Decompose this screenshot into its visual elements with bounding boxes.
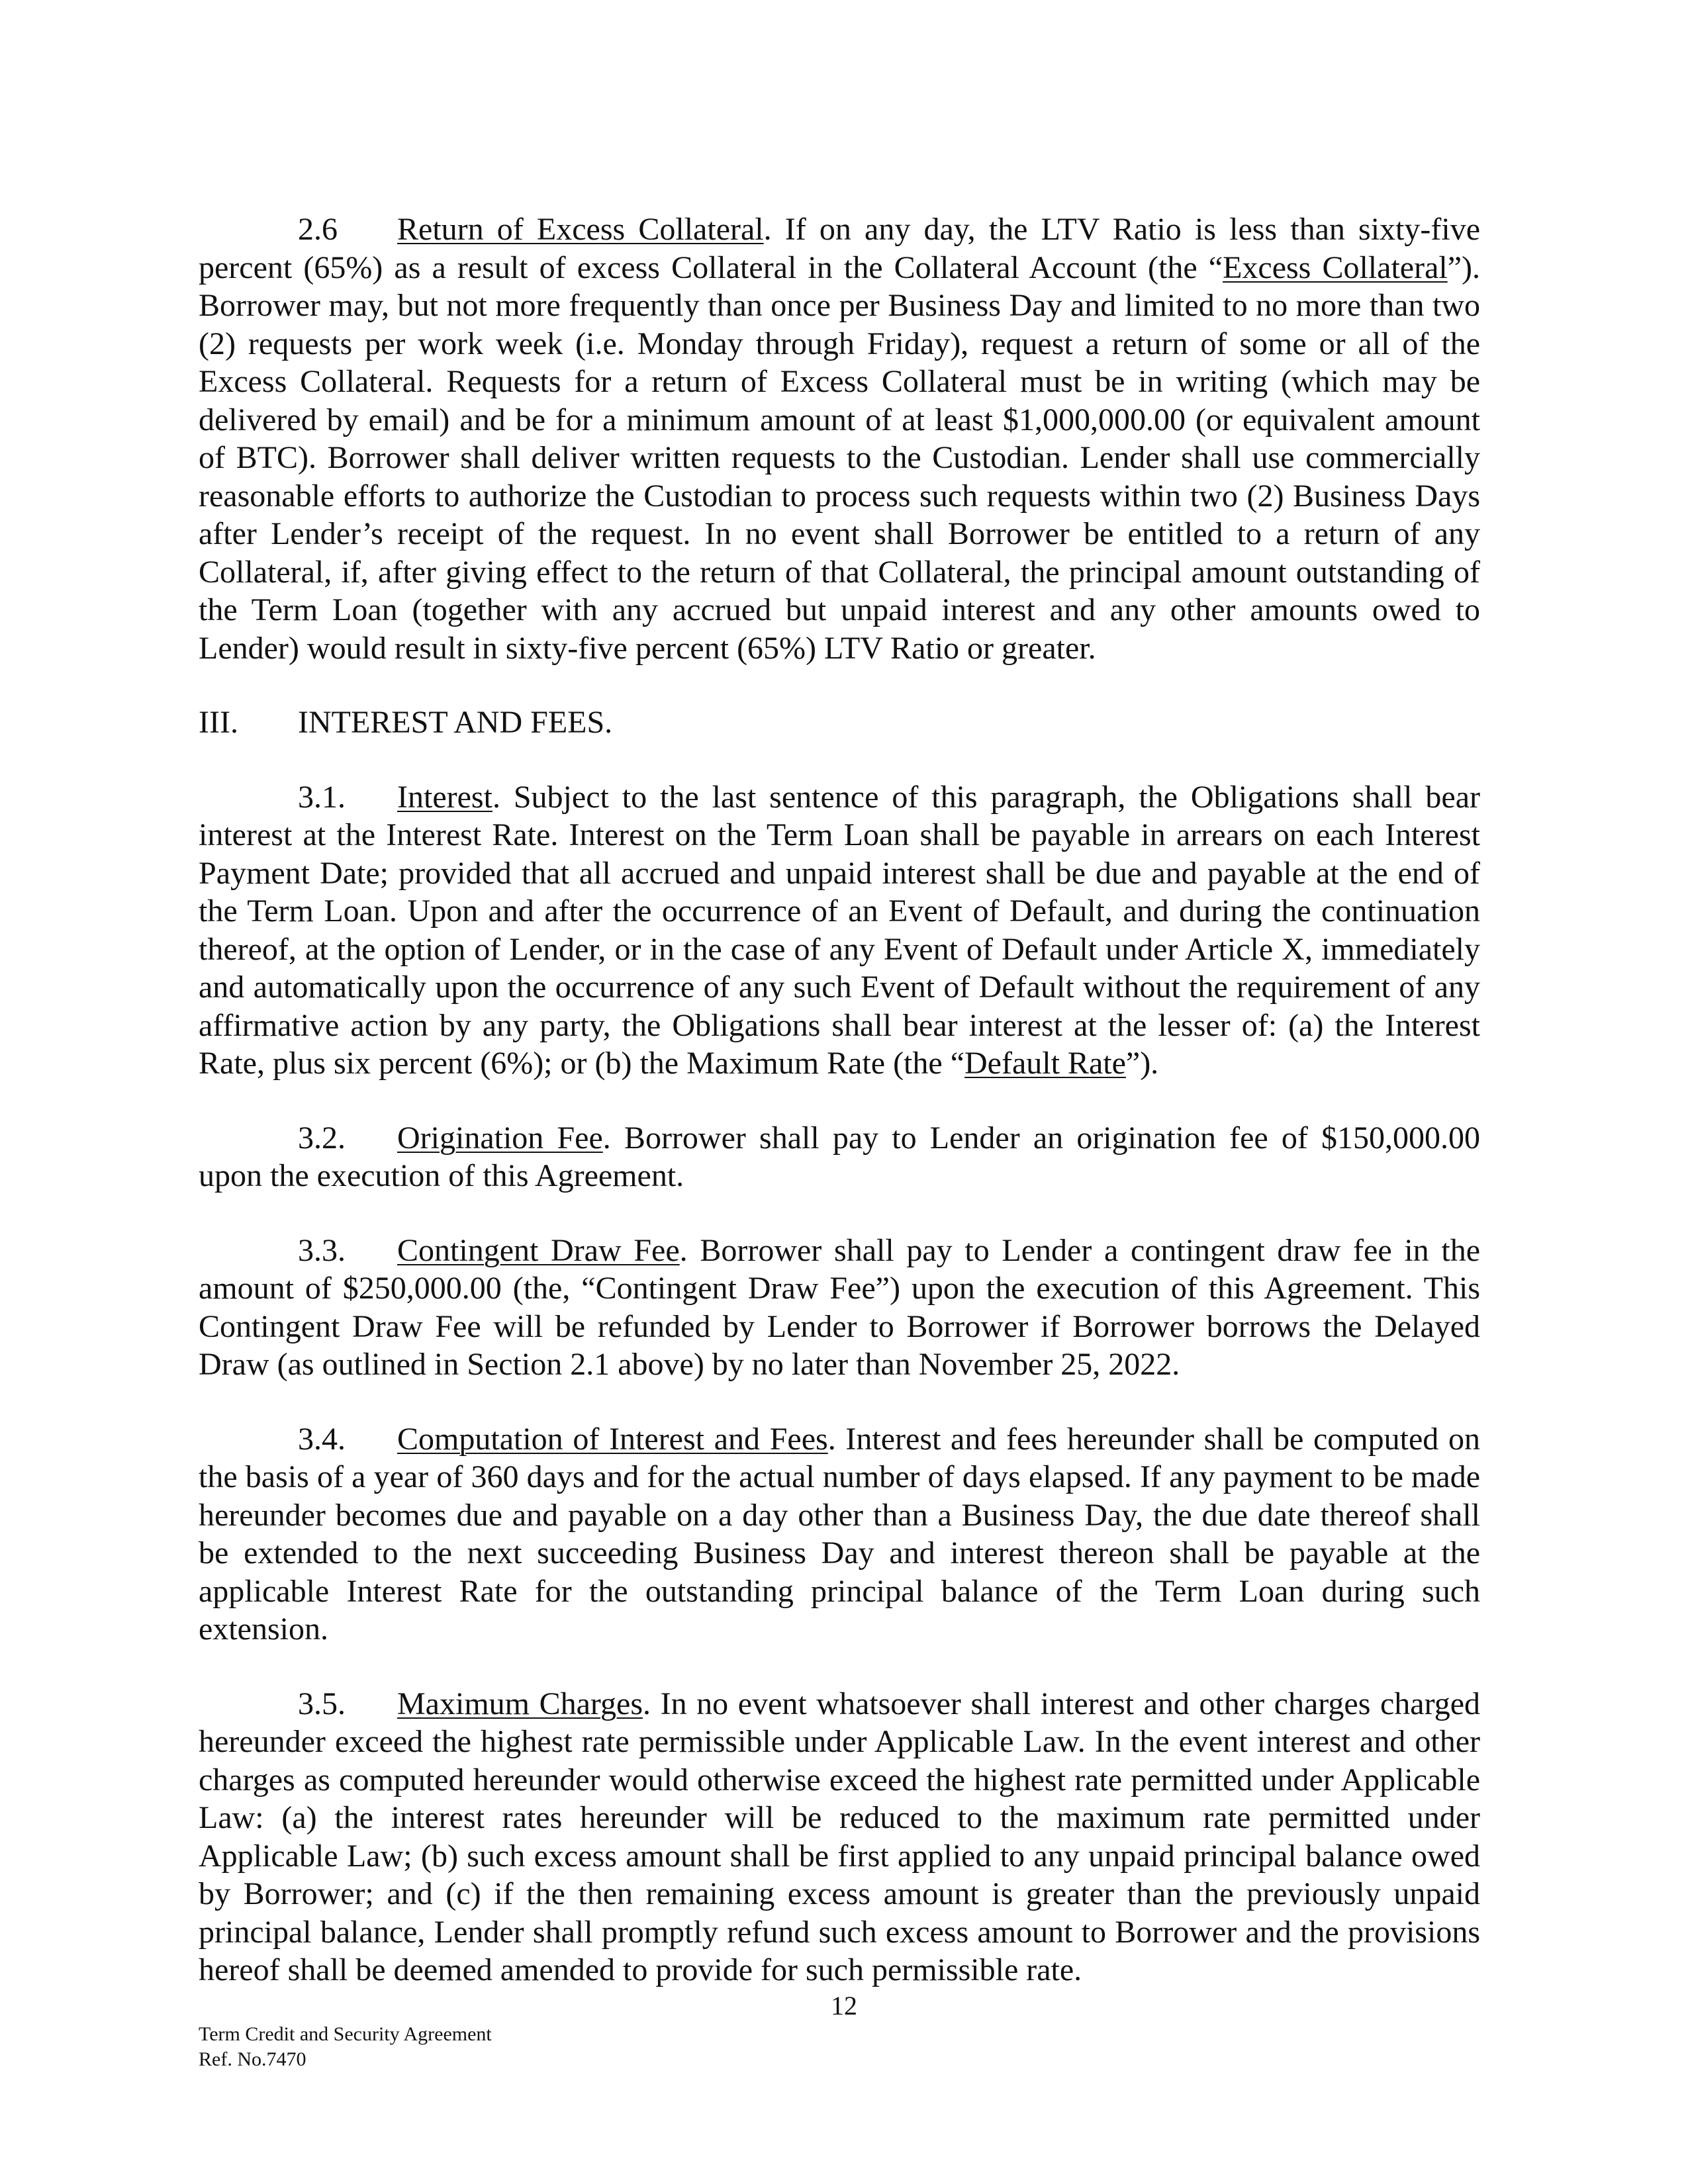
section-text: . Interest and fees hereunder shall be computed on the basis of a year of 360 days and for the actual number of days elapsed. If any payment to be made hereunder becomes due and payable on a day other than a Business Day, the due date thereof shall be extended to the next succeeding Business Day and interest thereon shall be payable at the applicable Interest Rate for the outstanding principal balance of the Term Loan during such extension. (199, 1421, 1480, 1647)
section-3-1 (199, 778, 1480, 1083)
defined-term: Default Rate (964, 1046, 1126, 1081)
section-number: 3.4. (298, 1421, 346, 1457)
section-number: 2.6 (298, 212, 338, 247)
section-text: . In no event whatsoever shall interest and other charges charged hereunder exceed the highest rate permissible under Applicable Law. In the event interest and other charges as computed hereunder would otherwise exceed the highest rate permitted under Applicable Law: (a) the interest rates hereunder will be reduced to the maximum rate permitted under Applicable Law; (b) such excess amount shall be first applied to any unpaid principal balance owed by Borrower; and (c) if the then remaining excess amount is greater than the previously unpaid principal balance, Lender shall promptly refund such excess amount to Borrower and the provisions hereof shall be deemed amended to provide for such permissible rate. (199, 1686, 1480, 1987)
section-title: Origination Fee (397, 1120, 603, 1156)
section-number: 3.5. (298, 1686, 346, 1721)
section-text: ”). (1125, 1046, 1159, 1081)
footer-reference: Ref. No.7470 (199, 2048, 306, 2070)
article-title: INTEREST AND FEES. (298, 705, 613, 740)
section-title: Computation of Interest and Fees (397, 1421, 828, 1457)
section-title: Maximum Charges (397, 1686, 643, 1721)
page-number: 12 (831, 1991, 857, 2021)
section-3-2 (199, 1119, 1480, 1195)
section-number: 3.1. (298, 779, 346, 815)
section-title: Interest (397, 779, 492, 815)
section-text: ”). Borrower may, but not more frequently than once per Business Day and limited to no more than two (2) requests per work week (i.e. Monday through Friday), request a return of some or all of the Excess Collateral. Requests for a return of Excess Collateral must be in writing (which may be delivered by email) and be for a minimum amount of at least $1,000,000.00 (or equivalent amount of BTC). Borrower shall deliver written requests to the Custodian. Lender shall use commercially reasonable efforts to authorize the Custodian to process such requests within two (2) Business Days after Lender’s receipt of the request. In no event shall Borrower be entitled to a return of any Collateral, if, after giving effect to the return of that Collateral, the principal amount outstanding of the Term Loan (together with any accrued but unpaid interest and any other amounts owed to Lender) would result in sixty-five percent (65%) LTV Ratio or greater. (199, 250, 1481, 666)
article-heading (199, 704, 1480, 742)
section-text: . Borrower shall pay to Lender an origination fee of $150,000.00 upon the execution of this Agreement. (199, 1120, 1480, 1193)
section-3-5 (199, 1685, 1480, 1989)
section-3-3 (199, 1232, 1480, 1384)
section-title: Return of Excess Collateral (397, 212, 764, 247)
document-footer (199, 2022, 492, 2072)
section-text: . If on any day, the LTV Ratio is less than sixty-five percent (65%) as a result of excess Collateral in the Collateral Account (the “ (199, 212, 1480, 285)
section-title: Contingent Draw Fee (397, 1232, 680, 1268)
section-number: 3.2. (298, 1120, 346, 1156)
section-text: . Subject to the last sentence of this paragraph, the Obligations shall bear interest at the Interest Rate. Interest on the Term Loan shall be payable in arrears on each Interest Payment Date; provided that all accrued and unpaid interest shall be due and payable at the end of the Term Loan. Upon and after the occurrence of an Event of Default, and during the continuation thereof, at the option of Lender, or in the case of any Event of Default under Article X, immediately and automatically upon the occurrence of any such Event of Default without the requirement of any affirmative action by any party, the Obligations shall bear interest at the lesser of: (a) the Interest Rate, plus six percent (6%); or (b) the Maximum Rate (the “ (199, 779, 1480, 1081)
footer-title: Term Credit and Security Agreement (199, 2023, 492, 2045)
document-body (199, 210, 1480, 2026)
section-text: . Borrower shall pay to Lender a contingent draw fee in the amount of $250,000.00 (the, “Contingent Draw Fee”) upon the execution of this Agreement. This Contingent Draw Fee will be refunded by Lender to Borrower if Borrower borrows the Delayed Draw (as outlined in Section 2.1 above) by no later than November 25, 2022. (199, 1232, 1481, 1382)
article-number: III. (199, 705, 238, 740)
section-2-6 (199, 210, 1480, 667)
section-3-4 (199, 1420, 1480, 1649)
defined-term: Excess Collateral (1223, 250, 1448, 285)
section-number: 3.3. (298, 1232, 346, 1268)
